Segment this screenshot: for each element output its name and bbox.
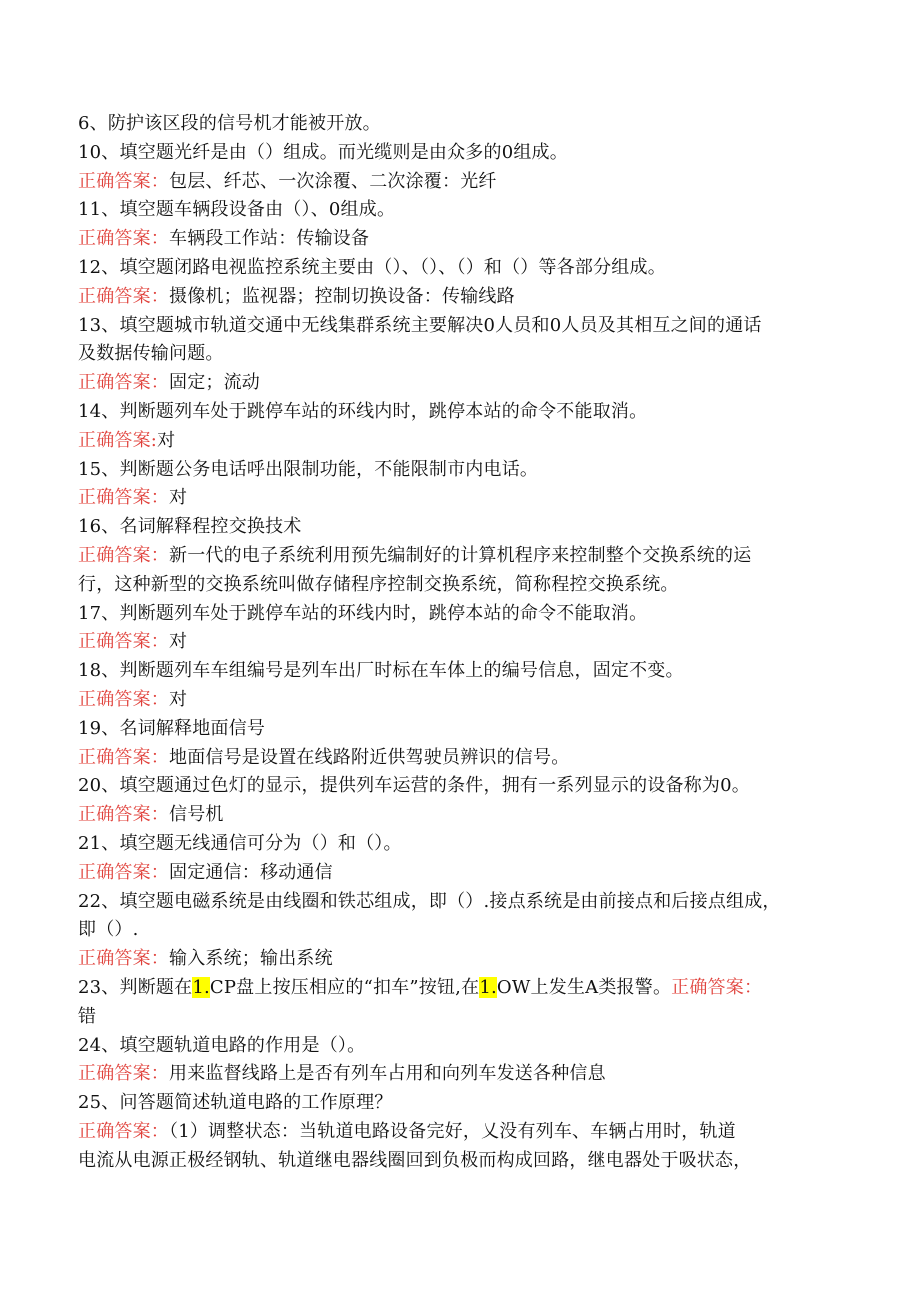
answer-line: [78, 945, 848, 974]
answer-line: [78, 369, 848, 398]
answer-label: 正确答案：: [78, 372, 169, 394]
answer-line: [78, 225, 848, 254]
question-line: [78, 1147, 848, 1176]
question-line: [78, 398, 848, 427]
answer-line: [78, 484, 848, 513]
answer-text: 地面信号是设置在线路附近供驾驶员辨识的信号。: [169, 746, 570, 768]
answer-text: 包层、纤芯、一次涂覆、二次涂覆：光纤: [169, 170, 497, 192]
question-text: CP盘上按压相应的“扣车”按钮,在: [209, 976, 480, 998]
question-text: OW上发生A类报警。: [496, 976, 672, 998]
answer-line: [78, 628, 848, 657]
answer-line: [78, 859, 848, 888]
answer-text: 固定通信：移动通信: [169, 861, 333, 883]
question-text: 20、填空题通过色灯的显示，提供列车运营的条件，拥有一系列显示的设备称为0。: [78, 775, 750, 797]
question-line: [78, 1003, 848, 1032]
answer-text: 固定；流动: [169, 372, 260, 394]
question-text: 18、判断题列车车组编号是列车出厂时标在车体上的编号信息，固定不变。: [78, 660, 684, 682]
question-line: [78, 1089, 848, 1118]
answer-text: 对: [169, 631, 188, 653]
answer-text: 对: [169, 487, 188, 509]
answer-label: 正确答案：: [78, 688, 169, 710]
question-line: [78, 110, 848, 139]
question-line: [78, 830, 848, 859]
answer-label: 正确答案：: [78, 228, 169, 250]
question-line: [78, 888, 848, 917]
question-text: 15、判断题公务电话呼出限制功能，不能限制市内电话。: [78, 458, 539, 480]
question-text: 14、判断题列车处于跳停车站的环线内时，跳停本站的命令不能取消。: [78, 400, 648, 422]
question-line: [78, 916, 848, 945]
answer-text: （1）调整状态：当轨道电路设备完好，乂没有列车、车辆占用时，轨道: [169, 1120, 736, 1142]
answer-text: 对: [169, 688, 188, 710]
question-text: 行，这种新型的交换系统叫做存储程序控制交换系统，简称程控交换系统。: [78, 573, 679, 595]
answer-text: 新一代的电子系统利用预先编制好的计算机程序来控制整个交换系统的运: [169, 544, 752, 566]
answer-line: [78, 168, 848, 197]
answer-line: [78, 1118, 848, 1147]
question-text: 即（）.: [78, 919, 139, 941]
question-line: [78, 1032, 848, 1061]
question-line: [78, 772, 848, 801]
answer-label: 正确答案：: [78, 948, 169, 970]
question-text: 12、填空题闭路电视监控系统主要由（）、（）、（）和（）等各部分组成。: [78, 256, 666, 278]
answer-label: 正确答案:: [78, 429, 158, 451]
question-line: [78, 715, 848, 744]
answer-label: 正确答案：: [78, 804, 169, 826]
highlighted-text: 1.: [192, 976, 210, 998]
answer-line: [78, 744, 848, 773]
question-line: [78, 974, 848, 1003]
answer-label: 正确答案：: [78, 746, 169, 768]
question-text: 13、填空题城市轨道交通中无线集群系统主要解决0人员和0人员及其相互之间的通话: [78, 314, 762, 336]
question-text: 16、名词解释程控交换技术: [78, 516, 302, 538]
question-text: 22、填空题电磁系统是由线圈和铁芯组成，即（）.接点系统是由前接点和后接点组成，: [78, 890, 781, 912]
question-text: 10、填空题光纤是由（）组成。而光缆则是由众多的0组成。: [78, 141, 568, 163]
answer-line: [78, 542, 848, 571]
question-line: [78, 139, 848, 168]
answer-line: [78, 427, 848, 456]
question-line: [78, 571, 848, 600]
question-text: 19、名词解释地面信号: [78, 717, 266, 739]
question-text: 24、填空题轨道电路的作用是（）。: [78, 1034, 366, 1056]
question-text: 6、防护该区段的信号机才能被开放。: [78, 113, 381, 134]
answer-label: 正确答案：: [78, 1063, 169, 1085]
answer-text: 车辆段工作站：传输设备: [169, 228, 370, 250]
answer-label: 正确答案：: [78, 285, 169, 307]
question-text: 及数据传输问题。: [78, 343, 224, 365]
answer-line: [78, 283, 848, 312]
question-text: 11、填空题车辆段设备由（）、0组成。: [78, 199, 396, 221]
question-line: [78, 340, 848, 369]
answer-label: 正确答案：: [78, 861, 169, 883]
question-line: [78, 312, 848, 341]
question-text: 23、判断题在: [78, 976, 193, 998]
answer-label: 正确答案：: [78, 544, 169, 566]
question-line: [78, 254, 848, 283]
question-line: [78, 456, 848, 485]
question-line: [78, 657, 848, 686]
question-line: [78, 513, 848, 542]
answer-line: [78, 686, 848, 715]
answer-text: 对: [157, 429, 176, 451]
question-text: 错: [78, 1005, 97, 1027]
answer-text: 摄像机；监视器；控制切换设备：传输线路: [169, 285, 515, 307]
question-text: 17、判断题列车处于跳停车站的环线内时，跳停本站的命令不能取消。: [78, 602, 648, 624]
question-text: 25、问答题简述轨道电路的工作原理？: [78, 1092, 393, 1114]
highlighted-text: 1.: [479, 976, 497, 998]
question-line: [78, 600, 848, 629]
question-text: 电流从电源正极经钢轨、轨道继电器线圈回到负极而构成回路，继电器处于吸状态，: [78, 1149, 752, 1171]
answer-label: 正确答案：: [78, 170, 169, 192]
answer-label: 正确答案：: [78, 487, 169, 509]
answer-label: 正确答案：: [671, 976, 763, 998]
answer-line: [78, 801, 848, 830]
question-line: [78, 196, 848, 225]
answer-text: 用来监督线路上是否有列车占用和向列车发送各种信息: [169, 1063, 606, 1085]
answer-text: 输入系统；输出系统: [169, 948, 333, 970]
answer-label: 正确答案：: [78, 631, 169, 653]
question-text: 21、填空题无线通信可分为（）和（）。: [78, 832, 402, 854]
answer-text: 信号机: [169, 804, 224, 826]
document-page: [78, 110, 848, 1175]
answer-label: 正确答案：: [78, 1120, 169, 1142]
answer-line: [78, 1060, 848, 1089]
